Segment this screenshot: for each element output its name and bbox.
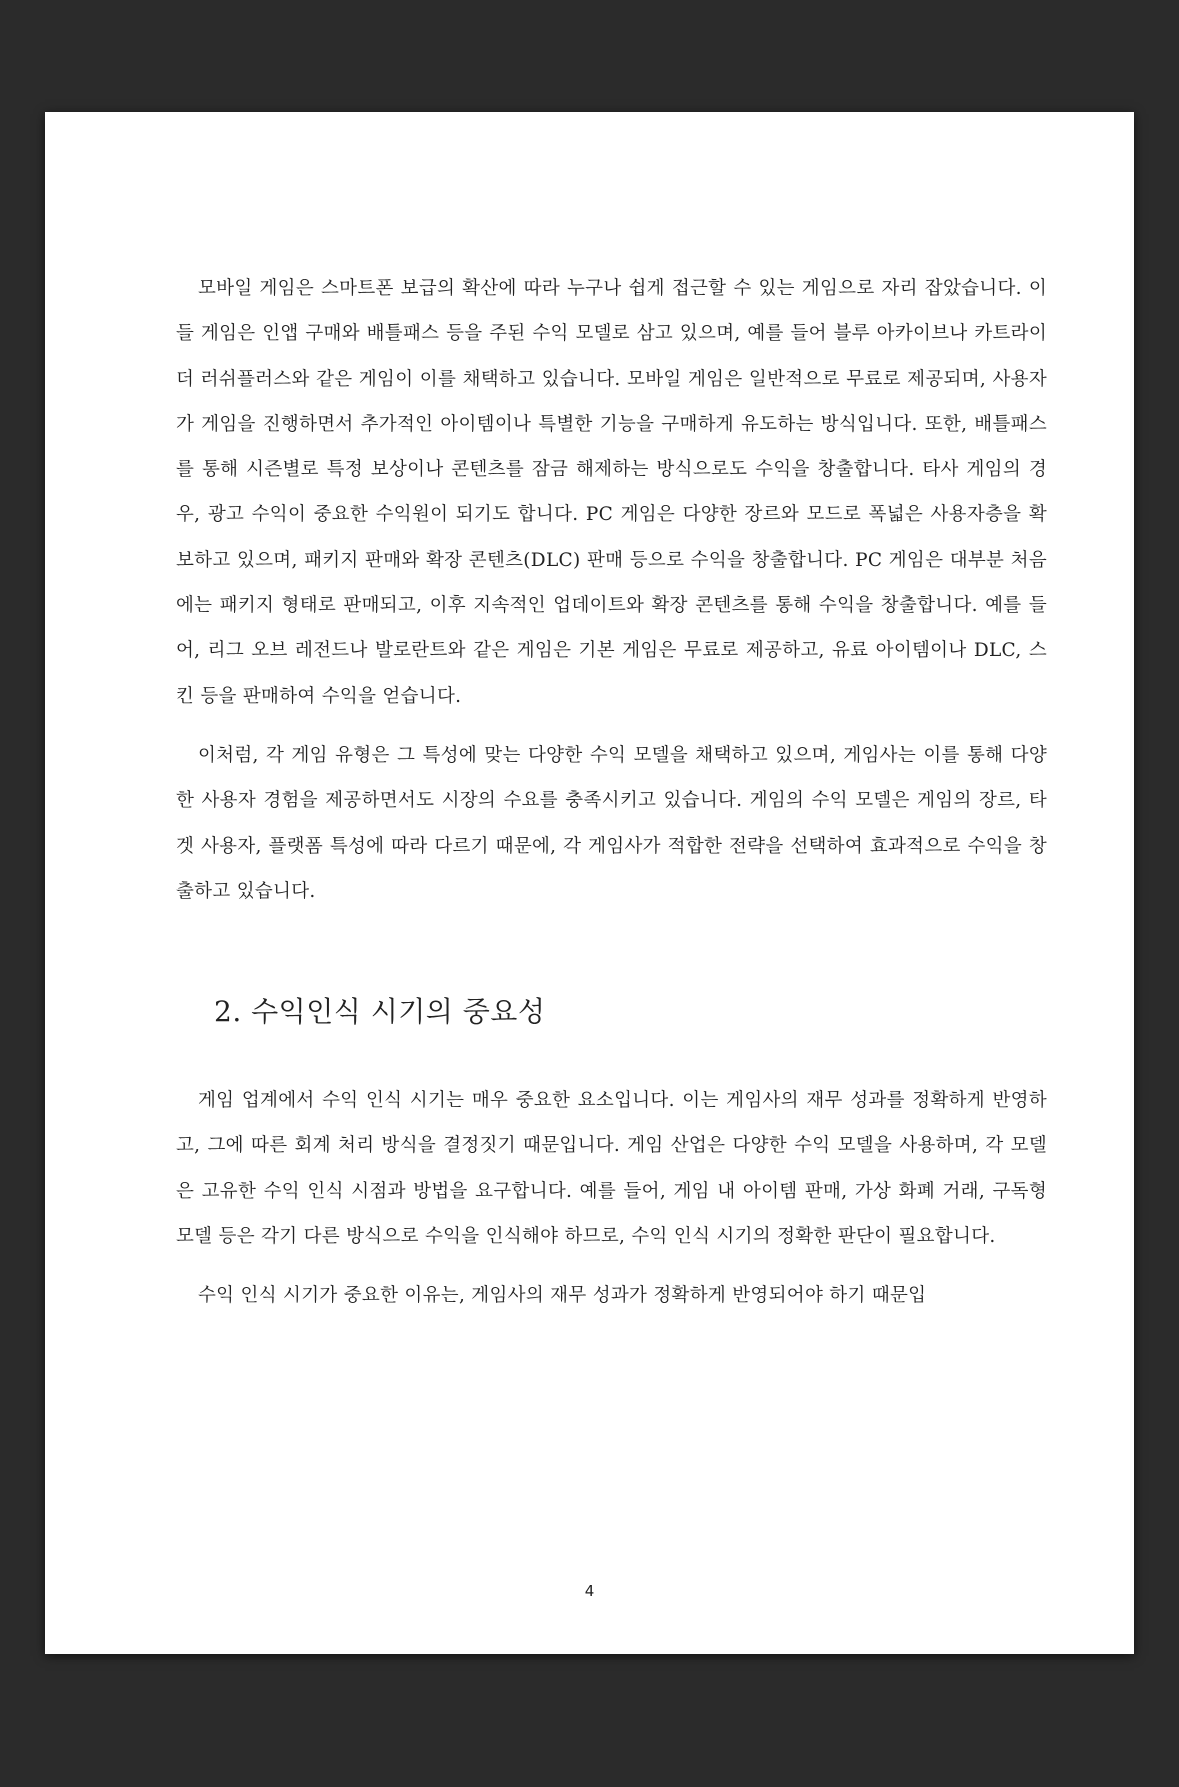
paragraph: 모바일 게임은 스마트폰 보급의 확산에 따라 누구나 쉽게 접근할 수 있는 게임으로 자리 잡았습니다. 이들 게임은 인앱 구매와 배틀패스 등을 주된 수익 모델로 삼고 있으며, 예를 들어 블루 아카이브나 카트라이더 러쉬플러스와 같은 게임이 이를 채택하고 있습니다. 모바일 게임은 일반적으로 무료로 제공되며, 사용자가 게임을 진행하면서 추가적인 아이템이나 특별한 기능을 구매하게 유도하는 방식입니다. 또한, 배틀패스를 통해 시즌별로 특정 보상이나 콘텐츠를 잠금 해제하는 방식으로도 수익을 창출합니다. 타사 게임의 경우, 광고 수익이 중요한 수익원이 되기도 합니다. PC 게임은 다양한 장르와 모드로 폭넓은 사용자층을 확보하고 있으며, 패키지 판매와 확장 콘텐츠(DLC) 판매 등으로 수익을 창출합니다. PC 게임은 대부분 처음에는 패키지 형태로 판매되고, 이후 지속적인 업데이트와 확장 콘텐츠를 통해 수익을 창출합니다. 예를 들어, 리그 오브 레전드나 발로란트와 같은 게임은 기본 게임은 무료로 제공하고, 유료 아이템이나 DLC, 스킨 등을 판매하여 수익을 얻습니다. bbox=[176, 278, 1047, 707]
page-content bbox=[176, 266, 1047, 1319]
paragraph: 수익 인식 시기가 중요한 이유는, 게임사의 재무 성과가 정확하게 반영되어야 하기 때문입 bbox=[198, 1285, 927, 1307]
page-number: 4 bbox=[584, 1582, 595, 1600]
paragraph: 이처럼, 각 게임 유형은 그 특성에 맞는 다양한 수익 모델을 채택하고 있으며, 게임사는 이를 통해 다양한 사용자 경험을 제공하면서도 시장의 수요를 충족시키고 있습니다. 게임의 수익 모델은 게임의 장르, 타겟 사용자, 플랫폼 특성에 따라 다르기 때문에, 각 게임사가 적합한 전략을 선택하여 효과적으로 수익을 창출하고 있습니다. bbox=[176, 744, 1047, 902]
document-page bbox=[45, 112, 1134, 1654]
section-heading: 2. 수익인식 시기의 중요성 bbox=[214, 995, 546, 1029]
paragraph: 게임 업계에서 수익 인식 시기는 매우 중요한 요소입니다. 이는 게임사의 재무 성과를 정확하게 반영하고, 그에 따른 회계 처리 방식을 결정짓기 때문입니다. 게임 산업은 다양한 수익 모델을 사용하며, 각 모델은 고유한 수익 인식 시점과 방법을 요구합니다. 예를 들어, 게임 내 아이템 판매, 가상 화폐 거래, 구독형 모델 등은 각기 다른 방식으로 수익을 인식해야 하므로, 수익 인식 시기의 정확한 판단이 필요합니다. bbox=[176, 1090, 1047, 1248]
